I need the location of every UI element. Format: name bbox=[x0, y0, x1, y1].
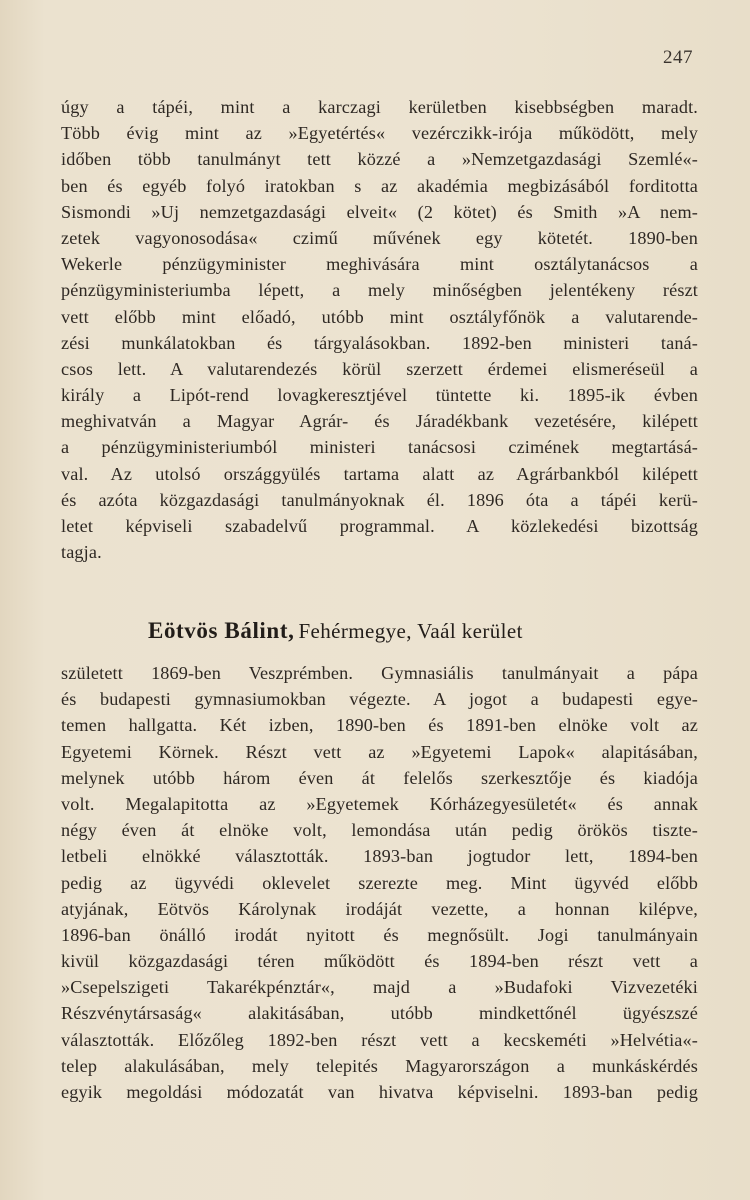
text-line: négy éven át elnöke volt, lemondása után pedig örökös tiszte- bbox=[61, 820, 698, 841]
text-line: választották. Előzőleg 1892-ben részt vett a kecskeméti »Helvétia«- bbox=[61, 1029, 698, 1050]
text-line: úgy a tápéi, mint a karczagi kerületben kisebbségben maradt. bbox=[61, 97, 698, 117]
biography-paragraph-eotvos bbox=[61, 660, 698, 1105]
text-line: meghivatván a Magyar Agrár- és Járadékbank vezetésére, kilépett bbox=[61, 411, 698, 432]
text-line: pénzügyministeriumba lépett, a mely minőségben jelentékeny részt bbox=[61, 280, 698, 301]
text-line: pedig az ügyvédi oklevelet szerezte meg. Mint ügyvéd előbb bbox=[61, 872, 698, 893]
entry-constituency: Fehérmegye, Vaál kerület bbox=[298, 619, 523, 643]
biography-paragraph-previous bbox=[61, 94, 698, 565]
page-number: 247 bbox=[663, 47, 693, 68]
text-line: vett előbb mint előadó, utóbb mint osztályfőnök a valutarende- bbox=[61, 306, 698, 327]
text-line: időben több tanulmányt tett közzé a »Nemzetgazdasági Szemlé«- bbox=[61, 149, 698, 170]
text-line: Részvénytársaság« alakitásában, utóbb mindkettőnél ügyészszé bbox=[61, 1003, 698, 1024]
text-line: csos lett. A valutarendezés körül szerzett érdemei elismeréseül a bbox=[61, 358, 698, 379]
text-line: született 1869-ben Veszprémben. Gymnasiális tanulmányait a pápa bbox=[61, 663, 698, 683]
text-line: a pénzügyministeriumból ministeri tanácsosi czimének megtartásá- bbox=[61, 437, 698, 458]
text-line: egyik megoldási módozatát van hivatva képviselni. 1893-ban pedig bbox=[61, 1082, 698, 1102]
text-line: letet képviseli szabadelvű programmal. A közlekedési bizottság bbox=[61, 516, 698, 536]
text-line: Wekerle pénzügyminister meghivására mint osztálytanácsos a bbox=[61, 254, 698, 275]
text-line: és budapesti gymnasiumokban végezte. A jogot a budapesti egye- bbox=[61, 689, 698, 710]
text-line: volt. Megalapitotta az »Egyetemek Kórházegyesületét« és annak bbox=[61, 793, 698, 814]
text-line: Sismondi »Uj nemzetgazdasági elveit« (2 kötet) és Smith »A nem- bbox=[61, 201, 698, 222]
text-line: temen hallgatta. Két izben, 1890-ben és 1891-ben elnöke volt az bbox=[61, 715, 698, 736]
text-line: zési munkálatokban és tárgyalásokban. 1892-ben ministeri taná- bbox=[61, 332, 698, 353]
text-line: 1896-ban önálló irodát nyitott és megnősült. Jogi tanulmányain bbox=[61, 924, 698, 945]
text-line: és azóta közgazdasági tanulmányoknak él. 1896 óta a tápéi kerü- bbox=[61, 489, 698, 510]
text-line: zetek vagyonosodása« czimű művének egy kötetét. 1890-ben bbox=[61, 227, 698, 248]
text-line: telep alakulásában, mely telepités Magyarországon a munkáskérdés bbox=[61, 1055, 698, 1076]
text-line: király a Lipót-rend lovagkeresztjével tüntette ki. 1895-ik évben bbox=[61, 385, 698, 406]
entry-name: Eötvös Bálint, bbox=[148, 618, 295, 643]
text-line: »Csepelszigeti Takarékpénztár«, majd a »Budafoki Vizvezetéki bbox=[61, 977, 698, 998]
entry-heading bbox=[148, 618, 708, 644]
text-line: letbeli elnökké választották. 1893-ban jogtudor lett, 1894-ben bbox=[61, 846, 698, 867]
text-line: kivül közgazdasági téren működött és 1894-ben részt vett a bbox=[61, 951, 698, 972]
text-line: val. Az utolsó országgyülés tartama alatt az Agrárbankból kilépett bbox=[61, 463, 698, 484]
text-line: atyjának, Eötvös Károlynak irodáját vezette, a honnan kilépve, bbox=[61, 898, 698, 919]
text-line: Egyetemi Körnek. Részt vett az »Egyetemi Lapok« alapitásában, bbox=[61, 741, 698, 762]
text-line: melynek utóbb három éven át felelős szerkesztője és kiadója bbox=[61, 767, 698, 788]
text-line: ben és egyéb folyó iratokban s az akadémia megbizásából forditotta bbox=[61, 175, 698, 196]
text-line: tagja. bbox=[61, 542, 102, 563]
text-line: Több évig mint az »Egyetértés« vezérczikk-irója működött, mely bbox=[61, 123, 698, 144]
